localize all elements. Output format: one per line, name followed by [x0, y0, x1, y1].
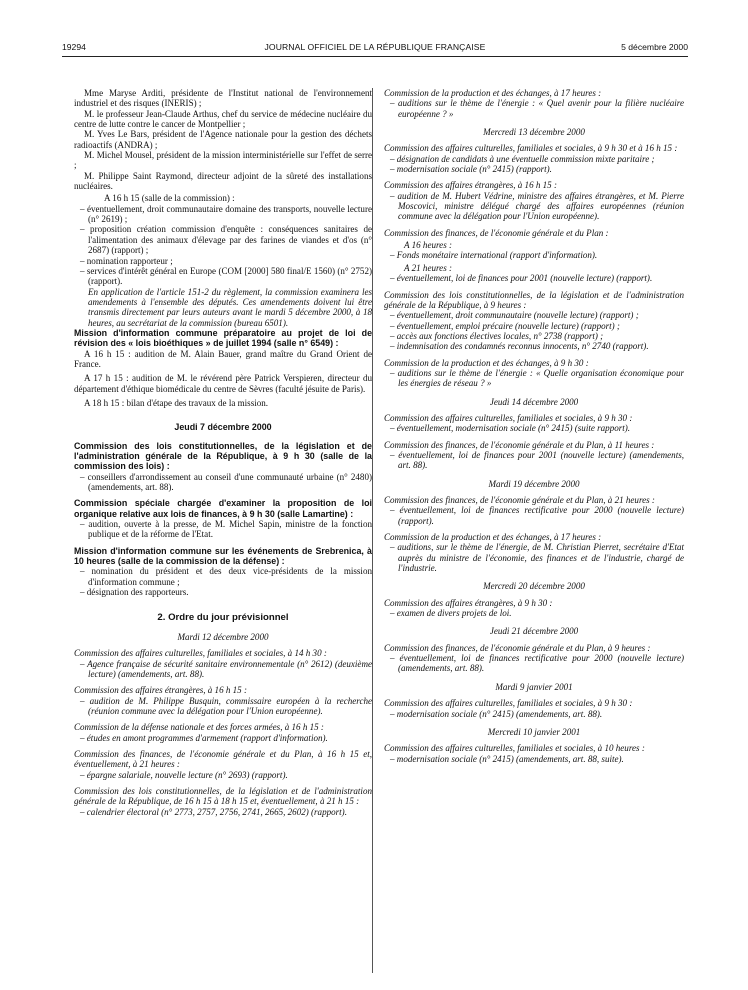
page-number: 19294 — [62, 42, 86, 52]
agenda-item: – éventuellement, modernisation sociale (n° 2415) (suite rapport). — [390, 423, 631, 434]
agenda-item: – désignation de candidats à une éventuelle commission mixte paritaire ; — [390, 153, 655, 164]
agenda-item: – modernisation sociale (n° 2415) (amendements, art. 88, suite). — [390, 753, 624, 764]
agenda-item: – audition de M. Hubert Védrine, ministre des affaires étrangères, et M. Pierre Moscovici, ministre délégué chargé des affaires européennes (réunion commune avec la délégation pour l'Union européenne). — [390, 190, 684, 222]
intro-list — [74, 88, 372, 191]
commission-title: Commission des finances, de l'économie générale et du Plan : — [384, 227, 609, 238]
agenda-item: – indemnisation des condamnés reconnus innocents, n° 2740 (rapport). — [390, 341, 649, 352]
day-heading: Jeudi 14 décembre 2000 — [489, 396, 579, 407]
agenda-item: – modernisation sociale (n° 2415) (rapport). — [390, 164, 552, 175]
commission-title: Commission des finances, de l'économie générale et du Plan, à 21 heures : — [384, 495, 655, 505]
agenda-item: – nomination du président et des deux vice-présidents de la mission d'information commune ; — [80, 566, 372, 587]
time-heading: A 21 heures : — [404, 262, 452, 273]
agenda-item: – Fonds monétaire international (rapport d'information). — [390, 250, 598, 261]
commission-title: Commission de la production et des échanges, à 9 h 30 : — [384, 357, 589, 368]
time-heading: A 16 heures : — [404, 240, 452, 251]
agenda-item: – calendrier électoral (n° 2773, 2757, 2756, 2741, 2665, 2602) (rapport). — [80, 806, 347, 817]
agenda-item: – proposition création commission d'enquête : conséquences sanitaires de l'alimentation des animaux d'élevage par des farines de viandes et d'os (n° 2687) (rapport) ; — [80, 224, 372, 256]
commission-title: Commission des finances, de l'économie générale et du Plan, à 16 h 15 et, éventuellement, à 21 heures : — [74, 748, 372, 770]
commission-title: Commission des finances, de l'économie générale et du Plan, à 11 heures : — [384, 439, 655, 450]
section-title: 2. Ordre du jour prévisionnel — [157, 612, 289, 624]
agenda-item: – audition de M. Philippe Busquin, commissaire européen à la recherche (réunion commune avec la délégation pour l'Union européenne). — [80, 695, 372, 716]
agenda-item: – éventuellement, loi de finances rectificative pour 2000 (nouvelle lecture) (amendements, art. 88). — [390, 653, 684, 674]
intro-line: Mme Maryse Arditi, présidente de l'Institut national de l'environnement industriel et des risques (INERIS) ; — [74, 88, 372, 109]
agenda-item: – Agence française de sécurité sanitaire environnementale (n° 2612) (deuxième lecture) (amendements, art. 88). — [80, 658, 372, 679]
mission-item: A 18 h 15 : bilan d'étape des travaux de la mission. — [84, 397, 269, 408]
agenda-item: – études en amont programmes d'armement (rapport d'information). — [80, 732, 328, 743]
intro-line: M. Michel Mousel, président de la mission interministérielle sur l'effet de serre ; — [74, 150, 372, 171]
column-divider — [372, 88, 373, 973]
agenda-item: – épargne salariale, nouvelle lecture (n° 2693) (rapport). — [80, 769, 288, 780]
day-heading: Mardi 19 décembre 2000 — [488, 478, 580, 489]
agenda-item: – conseillers d'arrondissement au conseil d'une communauté urbaine (n° 2480) (amendements, art. 88). — [80, 471, 372, 493]
application-note: En application de l'article 151-2 du règlement, la commission examinera les amendements à l'ensemble des députés. Ces amendements doivent lui être transmis directement par leurs auteurs avant le mardi 5 décembre 2000, à 18 heures, au secrétariat de la commission (bureau 6501). — [88, 286, 372, 328]
day-heading: Jeudi 7 décembre 2000 — [174, 422, 272, 433]
commission-title: Commission des finances, de l'économie générale et du Plan, à 9 heures : — [384, 642, 651, 653]
commission-title: Commission de la production et des échanges, à 17 heures : — [384, 88, 602, 98]
commission-title: Commission de la défense nationale et des forces armées, à 16 h 15 : — [74, 722, 324, 733]
mission-title: Mission d'information commune préparatoire au projet de loi de révision des « lois bioéthiques » de juillet 1994 (salle n° 6549) : — [74, 327, 372, 349]
commission-title: Commission des affaires étrangères, à 16 h 15 : — [74, 685, 247, 696]
day-heading: Mercredi 20 décembre 2000 — [483, 581, 585, 592]
agenda-item: – éventuellement, loi de finances rectificative pour 2000 (nouvelle lecture) (rapport). — [390, 505, 684, 526]
header-rule — [62, 56, 688, 57]
agenda-item: – accès aux fonctions électives locales, n° 2738 (rapport) ; — [390, 330, 604, 341]
commission-title: Commission spéciale chargée d'examiner la proposition de loi organique relative aux lois de finances, à 9 h 30 (salle Lamartine) : — [74, 498, 372, 519]
time-heading: A 16 h 15 (salle de la commission) : — [104, 193, 235, 204]
journal-title: JOURNAL OFFICIEL DE LA RÉPUBLIQUE FRANÇAISE — [264, 42, 486, 52]
commission-title: Commission des affaires culturelles, familiales et sociales, à 10 heures : — [384, 743, 645, 754]
intro-line: M. Philippe Saint Raymond, directeur adjoint de la sûreté des installations nucléaires. — [74, 170, 372, 192]
agenda-item: – éventuellement, loi de finances pour 2001 (nouvelle lecture) (rapport). — [390, 273, 653, 284]
day-heading: Jeudi 21 décembre 2000 — [489, 626, 579, 637]
agenda-item: – éventuellement, loi de finances pour 2001 (nouvelle lecture) (amendements, art. 88). — [390, 449, 684, 471]
commission-title: Commission des affaires culturelles, familiales et sociales, à 9 h 30 : — [384, 698, 633, 709]
intro-line: M. Yves Le Bars, président de l'Agence nationale pour la gestion des déchets radioactifs (ANDRA) ; — [74, 129, 372, 150]
day-heading: Mardi 12 décembre 2000 — [177, 631, 269, 642]
day-heading: Mercredi 10 janvier 2001 — [487, 726, 581, 737]
commission-title: Commission des affaires étrangères, à 16 h 15 : — [384, 180, 557, 191]
commission-title: Commission des lois constitutionnelles, de la législation et de l'administration générale de la République, à 9 h 30 (salle de la commission des lois) : — [74, 440, 372, 472]
commission-title: Commission des lois constitutionnelles, de la législation et de l'administration générale de la République, de 16 h 15 à 18 h 15 et, éventuellement, à 21 h 15 : — [74, 785, 372, 807]
commission-title: Commission des affaires culturelles, familiales et sociales, à 9 h 30 et à 16 h 15 : — [384, 143, 678, 154]
day-heading: Mercredi 13 décembre 2000 — [483, 127, 585, 138]
agenda-item: – audition, ouverte à la presse, de M. Michel Sapin, ministre de la fonction publique et de la réforme de l'Etat. — [80, 519, 372, 540]
day-heading: Mardi 9 janvier 2001 — [495, 681, 573, 692]
commission-title: Mission d'information commune sur les événements de Srebrenica, à 10 heures (salle de la commission de la défense) : — [74, 545, 372, 567]
commission-title: Commission des affaires culturelles, familiales et sociales, à 14 h 30 : — [74, 648, 327, 659]
left-column — [74, 88, 372, 817]
issue-date: 5 décembre 2000 — [621, 42, 688, 52]
commission-title: Commission des affaires culturelles, familiales et sociales, à 9 h 30 : — [384, 412, 633, 423]
commission-title: Commission des affaires étrangères, à 9 h 30 : — [384, 597, 553, 608]
agenda-item: – désignation des rapporteurs. — [80, 587, 189, 598]
agenda-item: – auditions sur le thème de l'énergie : « Quelle organisation économique pour les énergies de réseau ? » — [390, 367, 684, 389]
agenda-item: – auditions sur le thème de l'énergie : « Quel avenir pour la filière nucléaire européenne ? » — [390, 98, 684, 119]
agenda-item: – modernisation sociale (n° 2415) (amendements, art. 88). — [390, 708, 603, 719]
mission-item: A 17 h 15 : audition de M. le révérend père Patrick Verspieren, directeur du département d'éthique biomédicale du centre de Sèvres (faculté jésuite de Paris). — [74, 373, 372, 394]
commission-title: Commission des lois constitutionnelles, de la législation et de l'administration générale de la République, à 9 heures : — [384, 289, 684, 310]
intro-line: M. le professeur Jean-Claude Arthus, chef du service de médecine nucléaire du centre de lutte contre le cancer de Montpellier ; — [74, 108, 372, 130]
agenda-item: – auditions, sur le thème de l'énergie, de M. Christian Pierret, secrétaire d'Etat auprès du ministre de l'économie, des finances et de l'industrie, chargé de l'industrie. — [390, 542, 684, 574]
mission-item: A 16 h 15 : audition de M. Alain Bauer, grand maître du Grand Orient de France. — [74, 348, 372, 369]
agenda-item: – nomination rapporteur ; — [80, 255, 173, 266]
agenda-item: – éventuellement, emploi précaire (nouvelle lecture) (rapport) ; — [390, 320, 620, 331]
right-column — [384, 88, 684, 764]
commission-title: Commission de la production et des échanges, à 17 heures : — [384, 532, 602, 543]
agenda-item: – examen de divers projets de loi. — [390, 608, 512, 619]
page-header — [62, 42, 688, 56]
agenda-item: – éventuellement, droit communautaire domaine des transports, nouvelle lecture (n° 2619) ; — [80, 203, 372, 225]
agenda-item: – éventuellement, droit communautaire (nouvelle lecture) (rapport) ; — [390, 310, 639, 321]
agenda-item: – services d'intérêt général en Europe (COM [2000] 580 final/E 1560) (n° 2752) (rapport). — [80, 265, 372, 287]
